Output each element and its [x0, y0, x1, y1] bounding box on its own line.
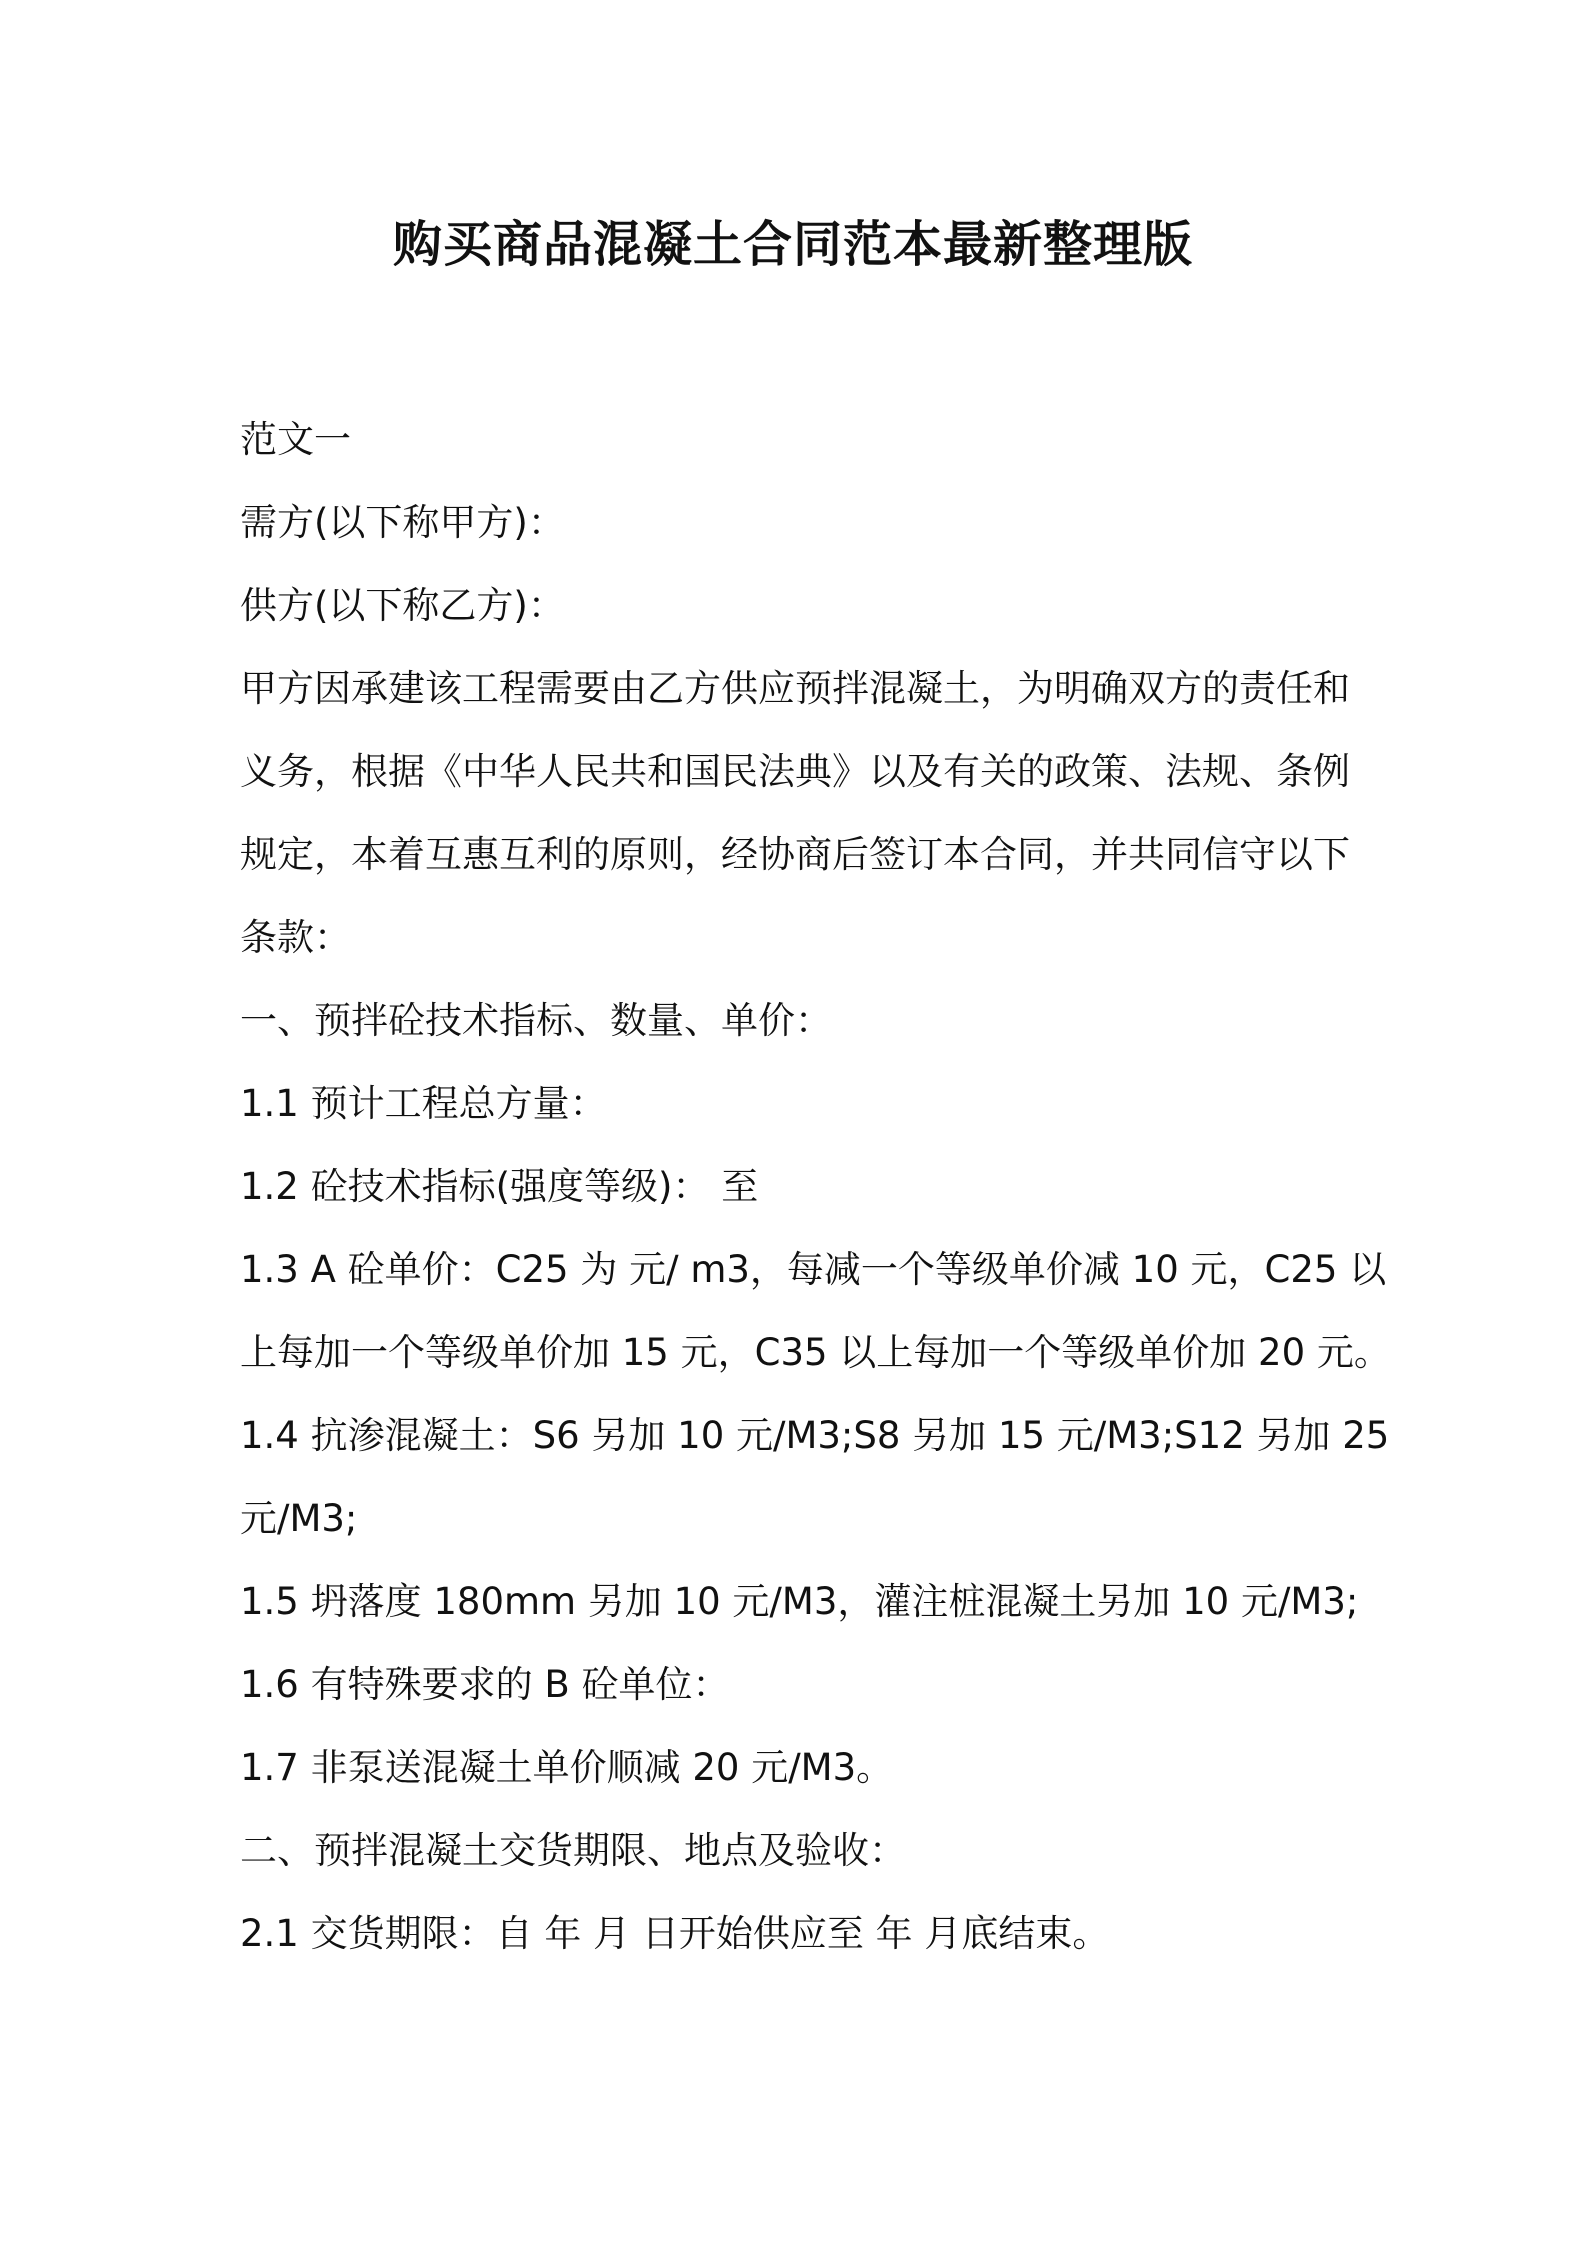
section-heading-one: 一、预拌砼技术指标、数量、单价：: [240, 999, 832, 1042]
clause-1-1: 1.1 预计工程总方量：: [240, 1082, 607, 1125]
clause-1-3: 1.3 A 砼单价：C25 为 元/ m3，每减一个等级单价减 10 元，C25 以: [240, 1248, 1387, 1291]
clause-1-5: 1.5 坍落度 180mm 另加 10 元/M3，灌注桩混凝土另加 10 元/M3;: [240, 1580, 1359, 1623]
clause-1-3-continued: 上每加一个等级单价加 15 元，C35 以上每加一个等级单价加 20 元。: [240, 1331, 1391, 1374]
preamble-line: 规定，本着互惠互利的原则，经协商后签订本合同，并共同信守以下: [240, 833, 1350, 876]
preamble-line: 义务，根据《中华人民共和国民法典》以及有关的政策、法规、条例: [240, 750, 1350, 793]
heading-sample-one: 范文一: [240, 418, 351, 461]
party-a-line: 需方(以下称甲方)：: [240, 501, 565, 544]
clause-1-4: 1.4 抗渗混凝土：S6 另加 10 元/M3;S8 另加 15 元/M3;S12 另加 25: [240, 1414, 1390, 1457]
document-title: 购买商品混凝土合同范本最新整理版: [392, 216, 1193, 273]
preamble-line: 条款：: [240, 916, 351, 959]
clause-1-6: 1.6 有特殊要求的 B 砼单位：: [240, 1663, 730, 1706]
clause-1-4-continued: 元/M3;: [240, 1497, 358, 1540]
preamble-line: 甲方因承建该工程需要由乙方供应预拌混凝土，为明确双方的责任和: [240, 667, 1350, 710]
clause-1-2: 1.2 砼技术指标(强度等级)： 至: [240, 1165, 759, 1208]
clause-2-1: 2.1 交货期限：自 年 月 日开始供应至 年 月底结束。: [240, 1912, 1110, 1955]
party-b-line: 供方(以下称乙方)：: [240, 584, 565, 627]
document-body: [240, 398, 1391, 1975]
clause-1-7: 1.7 非泵送混凝土单价顺减 20 元/M3。: [240, 1746, 894, 1789]
section-heading-two: 二、预拌混凝土交货期限、地点及验收：: [240, 1829, 906, 1872]
